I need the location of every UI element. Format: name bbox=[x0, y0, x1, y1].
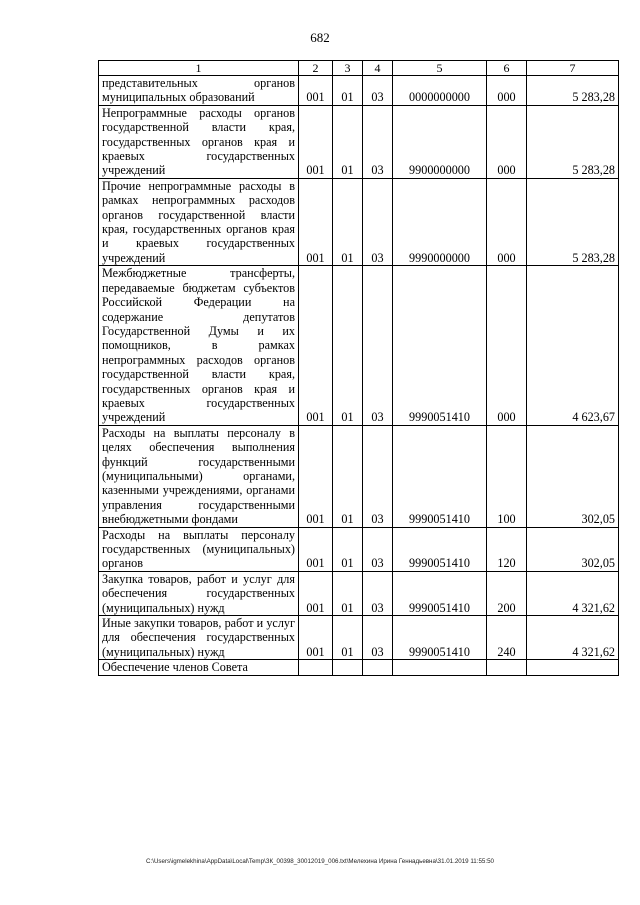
row-amount: 302,05 bbox=[527, 425, 619, 527]
row-col-6: 000 bbox=[487, 76, 527, 106]
row-col-3: 01 bbox=[333, 178, 363, 265]
header-col-3: 3 bbox=[333, 61, 363, 76]
row-col-3: 01 bbox=[333, 266, 363, 425]
row-name: Непрограммные расходы органов государственной власти края, государственных органов края и краевых государственных учреждений bbox=[99, 105, 299, 178]
row-col-6: 120 bbox=[487, 527, 527, 571]
row-col-5 bbox=[393, 660, 487, 675]
row-col-6: 200 bbox=[487, 571, 527, 615]
header-row bbox=[99, 61, 619, 76]
row-col-5: 9900000000 bbox=[393, 105, 487, 178]
table-row bbox=[99, 571, 619, 615]
row-col-3: 01 bbox=[333, 527, 363, 571]
table-row bbox=[99, 105, 619, 178]
row-col-5: 9990051410 bbox=[393, 616, 487, 660]
row-col-3: 01 bbox=[333, 616, 363, 660]
row-col-2: 001 bbox=[299, 178, 333, 265]
row-col-2: 001 bbox=[299, 571, 333, 615]
row-col-5: 9990051410 bbox=[393, 425, 487, 527]
row-name: Обеспечение членов Совета bbox=[99, 660, 299, 675]
row-col-3: 01 bbox=[333, 571, 363, 615]
row-col-2: 001 bbox=[299, 425, 333, 527]
row-col-4: 03 bbox=[363, 571, 393, 615]
table-row bbox=[99, 660, 619, 675]
row-amount: 4 321,62 bbox=[527, 571, 619, 615]
row-amount: 4 321,62 bbox=[527, 616, 619, 660]
row-col-3 bbox=[333, 660, 363, 675]
row-col-4: 03 bbox=[363, 76, 393, 106]
row-col-5: 9990051410 bbox=[393, 527, 487, 571]
header-col-6: 6 bbox=[487, 61, 527, 76]
row-col-4: 03 bbox=[363, 178, 393, 265]
row-col-2 bbox=[299, 660, 333, 675]
table-row bbox=[99, 266, 619, 425]
header-col-4: 4 bbox=[363, 61, 393, 76]
row-col-6: 000 bbox=[487, 266, 527, 425]
header-col-5: 5 bbox=[393, 61, 487, 76]
footer-file-path: C:\Users\igmelekhina\AppData\Local\Temp\ЗК_00398_30012019_006.txt\Мелехина Ирина Геннадьевна\31.01.2019 11:55:50 bbox=[146, 858, 494, 865]
table-row bbox=[99, 425, 619, 527]
row-col-2: 001 bbox=[299, 266, 333, 425]
row-name: Прочие непрограммные расходы в рамках непрограммных расходов органов государственной власти края, государственных органов края и краевых государственных учреждений bbox=[99, 178, 299, 265]
row-amount: 5 283,28 bbox=[527, 178, 619, 265]
row-col-3: 01 bbox=[333, 76, 363, 106]
row-col-2: 001 bbox=[299, 616, 333, 660]
row-col-4 bbox=[363, 660, 393, 675]
row-col-4: 03 bbox=[363, 266, 393, 425]
page-number: 682 bbox=[310, 30, 330, 45]
row-col-6 bbox=[487, 660, 527, 675]
row-name: Закупка товаров, работ и услуг для обеспечения государственных (муниципальных) нужд bbox=[99, 571, 299, 615]
row-name: Расходы на выплаты персоналу в целях обеспечения выполнения функций государственными (муниципальными) органами, казенными учреждениями, органами управления государственными внебюджетными фондами bbox=[99, 425, 299, 527]
row-col-4: 03 bbox=[363, 616, 393, 660]
row-col-4: 03 bbox=[363, 105, 393, 178]
row-col-5: 9990051410 bbox=[393, 266, 487, 425]
row-col-4: 03 bbox=[363, 425, 393, 527]
row-col-6: 000 bbox=[487, 105, 527, 178]
row-name: представительных органов муниципальных образований bbox=[99, 76, 299, 106]
table-row bbox=[99, 178, 619, 265]
row-col-6: 000 bbox=[487, 178, 527, 265]
row-col-3: 01 bbox=[333, 425, 363, 527]
row-amount: 5 283,28 bbox=[527, 76, 619, 106]
table-row bbox=[99, 527, 619, 571]
row-amount bbox=[527, 660, 619, 675]
row-col-4: 03 bbox=[363, 527, 393, 571]
row-col-6: 100 bbox=[487, 425, 527, 527]
row-col-3: 01 bbox=[333, 105, 363, 178]
row-amount: 5 283,28 bbox=[527, 105, 619, 178]
row-col-2: 001 bbox=[299, 76, 333, 106]
row-col-2: 001 bbox=[299, 527, 333, 571]
budget-table bbox=[98, 60, 619, 676]
row-amount: 302,05 bbox=[527, 527, 619, 571]
table-row bbox=[99, 76, 619, 106]
row-col-6: 240 bbox=[487, 616, 527, 660]
row-col-2: 001 bbox=[299, 105, 333, 178]
row-amount: 4 623,67 bbox=[527, 266, 619, 425]
row-col-5: 0000000000 bbox=[393, 76, 487, 106]
header-col-7: 7 bbox=[527, 61, 619, 76]
row-name: Межбюджетные трансферты, передаваемые бюджетам субъектов Российской Федерации на содержание депутатов Государственной Думы и их помощников, в рамках непрограммных расходов органов государственной власти края, государственных органов края и краевых государственных учреждений bbox=[99, 266, 299, 425]
header-col-2: 2 bbox=[299, 61, 333, 76]
header-col-1: 1 bbox=[99, 61, 299, 76]
row-col-5: 9990000000 bbox=[393, 178, 487, 265]
row-col-5: 9990051410 bbox=[393, 571, 487, 615]
table-row bbox=[99, 616, 619, 660]
row-name: Иные закупки товаров, работ и услуг для обеспечения государственных (муниципальных) нужд bbox=[99, 616, 299, 660]
row-name: Расходы на выплаты персоналу государственных (муниципальных) органов bbox=[99, 527, 299, 571]
